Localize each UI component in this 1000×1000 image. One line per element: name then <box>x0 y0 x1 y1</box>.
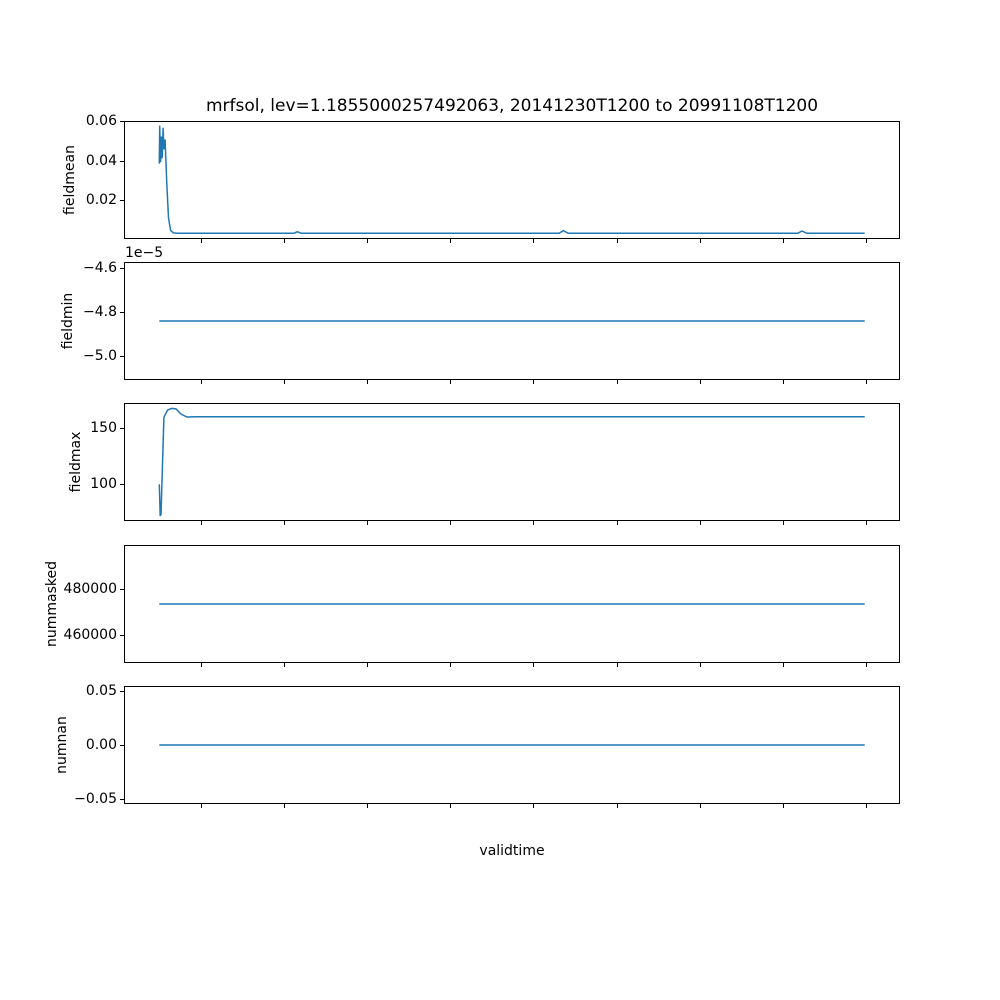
x-tick-mark <box>533 663 534 667</box>
axes-box <box>124 686 900 804</box>
x-tick-mark <box>866 380 867 384</box>
figure-title: mrfsol, lev=1.1855000257492063, 20141230T1200 to 20991108T1200 <box>205 96 819 116</box>
y-axis-label-nummasked: nummasked <box>44 560 60 648</box>
x-tick-mark <box>700 239 701 243</box>
x-tick-mark <box>450 804 451 808</box>
y-tick-mark <box>120 161 124 162</box>
x-tick-mark <box>284 239 285 243</box>
x-tick-mark <box>201 380 202 384</box>
x-tick-mark <box>367 239 368 243</box>
x-tick-mark <box>617 521 618 525</box>
axes-box <box>124 262 900 380</box>
x-tick-mark <box>617 804 618 808</box>
x-tick-mark <box>866 521 867 525</box>
y-tick-mark <box>120 268 124 269</box>
y-tick-label: −5.0 <box>83 348 117 364</box>
x-tick-mark <box>783 663 784 667</box>
y-axis-offset-label: 1e−5 <box>125 245 164 261</box>
y-tick-label: 0.05 <box>85 683 117 699</box>
data-line-fieldmax <box>159 408 864 515</box>
data-line-fieldmean <box>159 126 864 233</box>
y-tick-mark <box>120 745 124 746</box>
x-tick-mark <box>201 804 202 808</box>
axes-box <box>124 121 900 239</box>
x-tick-mark <box>367 521 368 525</box>
line-plot-fieldmean <box>125 122 899 238</box>
x-tick-mark <box>450 380 451 384</box>
x-tick-mark <box>533 521 534 525</box>
y-tick-mark <box>120 428 124 429</box>
axes-box <box>124 403 900 521</box>
y-tick-label: 0.00 <box>85 737 117 753</box>
x-tick-mark <box>367 380 368 384</box>
y-tick-label: 0.06 <box>85 113 117 129</box>
x-tick-mark <box>450 521 451 525</box>
y-tick-label: 480000 <box>63 581 117 597</box>
x-tick-mark <box>700 380 701 384</box>
y-tick-label: −0.05 <box>74 791 117 807</box>
y-tick-label: 100 <box>90 476 117 492</box>
y-tick-mark <box>120 121 124 122</box>
x-tick-mark <box>866 239 867 243</box>
x-tick-mark <box>866 663 867 667</box>
y-tick-mark <box>120 356 124 357</box>
y-tick-label: 150 <box>90 420 117 436</box>
x-tick-mark <box>450 663 451 667</box>
y-tick-label: 0.02 <box>85 192 117 208</box>
y-axis-label-fieldmax: fieldmax <box>68 431 84 493</box>
x-tick-mark <box>533 804 534 808</box>
x-tick-mark <box>284 521 285 525</box>
x-tick-mark <box>866 804 867 808</box>
y-axis-label-fieldmean: fieldmean <box>62 145 78 215</box>
x-tick-mark <box>617 663 618 667</box>
x-tick-mark <box>617 380 618 384</box>
x-tick-mark <box>783 380 784 384</box>
x-axis-label: validtime <box>479 843 545 859</box>
y-tick-label: −4.6 <box>83 260 117 276</box>
x-tick-mark <box>367 804 368 808</box>
x-tick-mark <box>201 239 202 243</box>
axes-box <box>124 545 900 663</box>
x-tick-mark <box>783 239 784 243</box>
line-plot-numnan <box>125 687 899 803</box>
y-tick-label: 460000 <box>63 627 117 643</box>
x-tick-mark <box>284 663 285 667</box>
line-plot-nummasked <box>125 546 899 662</box>
x-tick-mark <box>700 804 701 808</box>
x-tick-mark <box>284 380 285 384</box>
x-tick-mark <box>201 663 202 667</box>
y-tick-mark <box>120 312 124 313</box>
y-tick-label: 0.04 <box>85 153 117 169</box>
x-tick-mark <box>284 804 285 808</box>
x-tick-mark <box>700 663 701 667</box>
x-tick-mark <box>450 239 451 243</box>
y-tick-mark <box>120 799 124 800</box>
y-tick-mark <box>120 484 124 485</box>
y-tick-label: −4.8 <box>83 304 117 320</box>
x-tick-mark <box>533 239 534 243</box>
x-tick-mark <box>617 239 618 243</box>
line-plot-fieldmax <box>125 404 899 520</box>
line-plot-fieldmin <box>125 263 899 379</box>
y-tick-mark <box>120 635 124 636</box>
y-tick-mark <box>120 589 124 590</box>
x-tick-mark <box>700 521 701 525</box>
x-tick-mark <box>201 521 202 525</box>
x-tick-mark <box>533 380 534 384</box>
x-tick-mark <box>783 804 784 808</box>
y-axis-label-fieldmin: fieldmin <box>60 292 76 350</box>
y-tick-mark <box>120 200 124 201</box>
y-tick-mark <box>120 691 124 692</box>
x-tick-mark <box>783 521 784 525</box>
x-tick-mark <box>367 663 368 667</box>
y-axis-label-numnan: numnan <box>54 716 70 774</box>
